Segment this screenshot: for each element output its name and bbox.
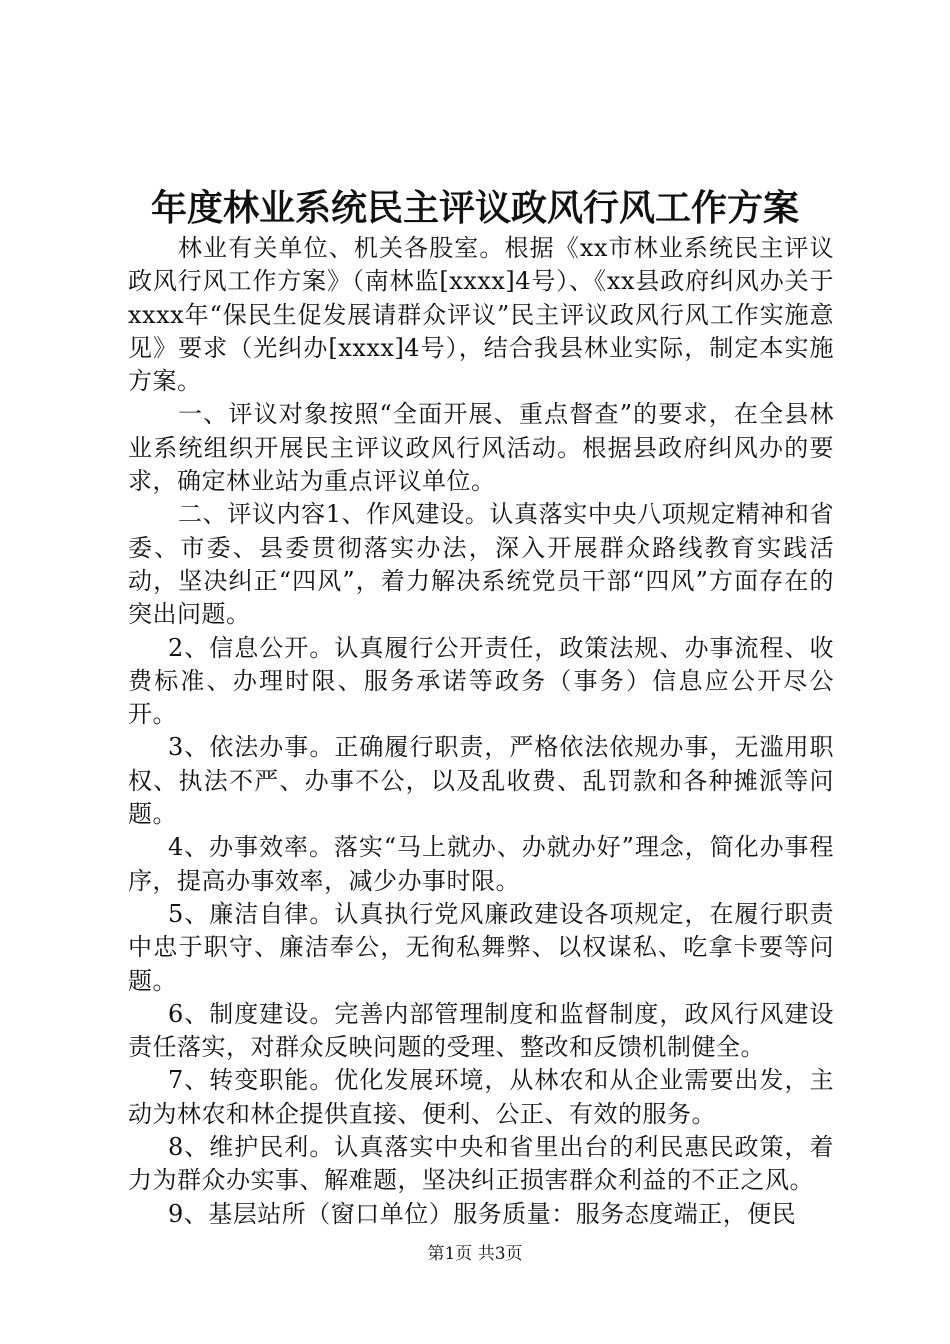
paragraph-item-5: 5、廉洁自律。认真执行党风廉政建设各项规定，在履行职责中忠于职守、廉洁奉公，无徇私舞弊、以权谋私、吃拿卡要等问题。 [128, 899, 834, 995]
paragraph-item-3: 3、依法办事。正确履行职责，严格依法依规办事，无滥用职权、执法不严、办事不公，以及乱收费、乱罚款和各种摊派等问题。 [128, 733, 834, 829]
paragraph-item-8: 8、维护民利。认真落实中央和省里出台的利民惠民政策，着力为群众办实事、解难题，坚决纠正损害群众利益的不正之风。 [128, 1133, 834, 1195]
paragraph-section-2: 二、评议内容1、作风建设。认真落实中央八项规定精神和省委、市委、县委贯彻落实办法，深入开展群众路线教育实践活动，坚决纠正“四风”，着力解决系统党员干部“四风”方面存在的突出问题。 [128, 500, 834, 629]
document-body [128, 232, 834, 1231]
paragraph-item-4: 4、办事效率。落实“马上就办、办就办好”理念，简化办事程序，提高办事效率，减少办事时限。 [128, 833, 834, 895]
paragraph-section-1: 一、评议对象按照“全面开展、重点督查”的要求，在全县林业系统组织开展民主评议政风行风活动。根据县政府纠风办的要求，确定林业站为重点评议单位。 [128, 400, 834, 496]
paragraph-item-9: 9、基层站所（窗口单位）服务质量：服务态度端正，便民 [168, 1199, 797, 1228]
page-number-footer: 第1页 共3页 [427, 1244, 523, 1264]
paragraph-item-7: 7、转变职能。优化发展环境，从林农和从企业需要出发，主动为林农和林企提供直接、便利、公正、有效的服务。 [128, 1066, 834, 1128]
paragraph-item-2: 2、信息公开。认真履行公开责任，政策法规、办事流程、收费标准、办理时限、服务承诺等政务（事务）信息应公开尽公开。 [128, 633, 834, 729]
paragraph-intro: 林业有关单位、机关各股室。根据《xx市林业系统民主评议政风行风工作方案》（南林监[xxxx]4号）、《xx县政府纠风办关于xxxx年“保民生促发展请群众评议”民主评议政风行风工作实施意见》要求（光纠办[xxxx]4号），结合我县林业实际，制定本实施方案。 [128, 234, 834, 396]
paragraph-item-6: 6、制度建设。完善内部管理制度和监督制度，政风行风建设责任落实，对群众反映问题的受理、整改和反馈机制健全。 [128, 999, 834, 1062]
document-title: 年度林业系统民主评议政风行风工作方案 [150, 187, 799, 229]
